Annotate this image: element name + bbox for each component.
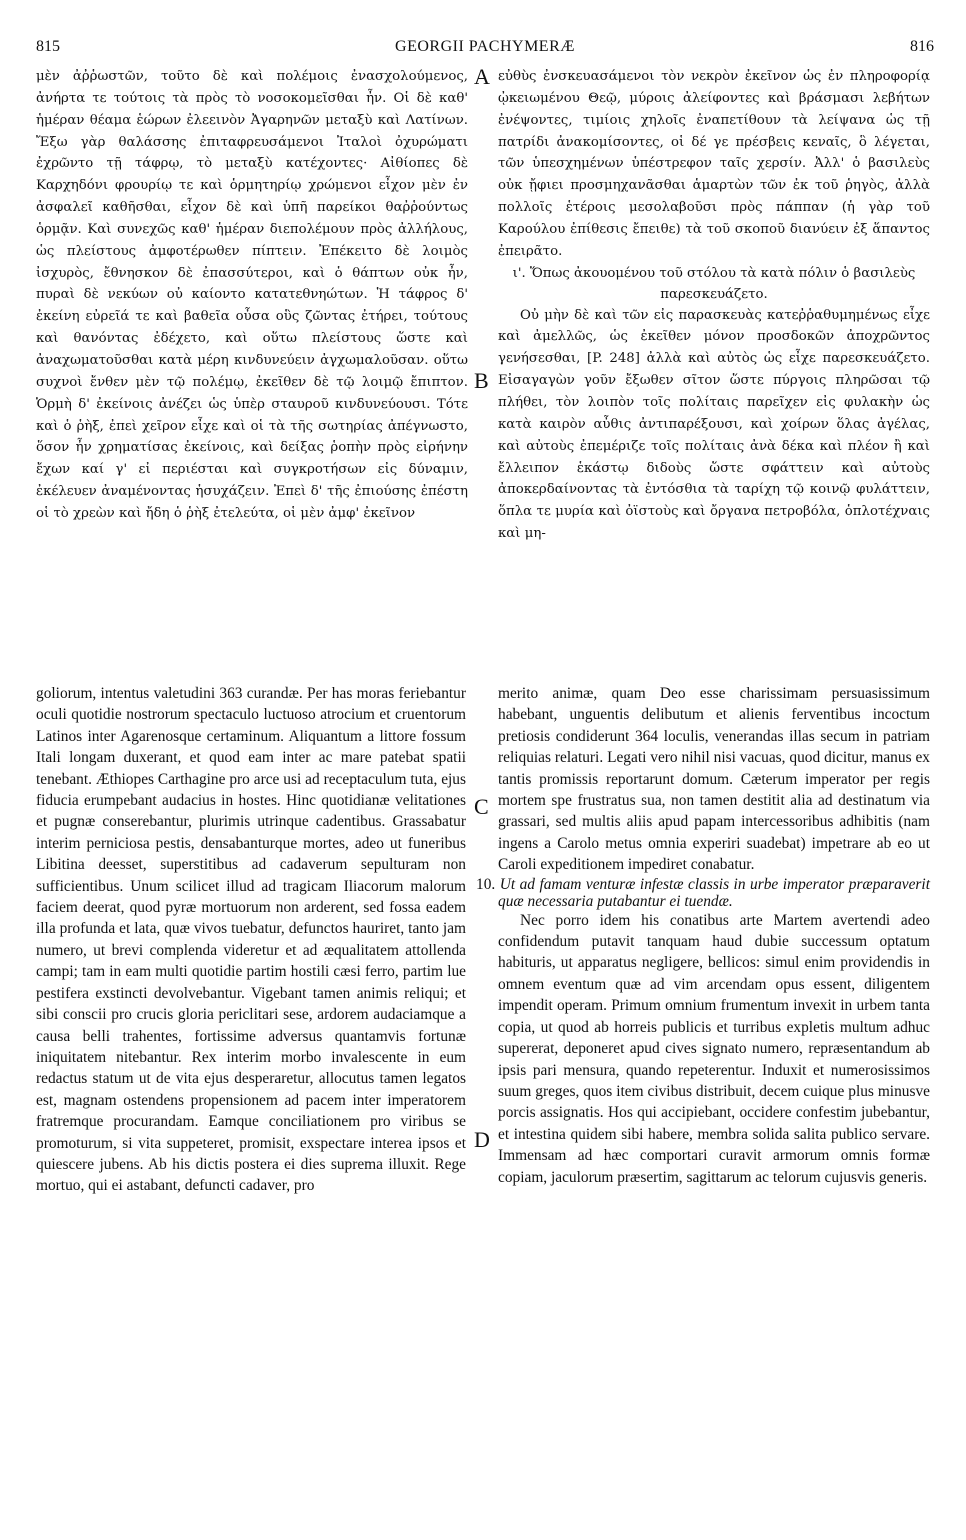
running-title: GEORGII PACHYMERÆ: [395, 38, 575, 55]
running-header: [36, 38, 934, 64]
greek-column-right: [498, 66, 930, 656]
latin-paragraph: Nec porro idem his conatibus arte Martem avertendi adeo confidendum putavit tanquam haud dubie successum optatum habituris, ut apparatus negligere, bellicos: simul enim providendis in omnem eventum quæ ad vim arcendam opus essent, diligentem impendit operam. Primum omnium frumentum invexit in urbem tanta copia, ut quod ab horreis publicis et turribus expletis multum adhuc supererat, deponeret apud cives signato numero, repræsentandum ab ipsis pari mensura, quando repeterentur. Induxit et numerosissimos suum greges, quos item civibus distribuit, decem cuique plus minusve porcis assignatis. Hos qui accipiebant, occidere confestim jubebantur, et intestina quidem sibi habere, membra solida salita publico servare. Immensam ad hæc comportari curavit armorum omnis formæ copiam, jaculorum præsertim, sagittarum ac telorum cujusvis generis.: [498, 911, 930, 1186]
latin-paragraph: goliorum, intentus valetudini 363 curandæ. Per has moras feriebantur oculi quotidie nostrorum spectaculo luctuoso atrocium et cruentorum Latinos inter Agarenosque certaminum. Aliquantum a littore fossum Itali longam duxerant, et quod eam inter ac mare patebat spatii tenebant. Æthiopes Carthagine pro arce usi ad receptaculum tuta, ejus fiducia erumpebant audacius in hostes. Hinc quotidianæ velitationes et pugnæ conserebantur, plurimis utrinque cadentibus. Grassabatur interim perniciosa pestis, densabanturque mortes, adeo ut funeribus Libitina deesset, superstitibus ad cadaverum sepulturam non sufficientibus. Unum scilicet illud ad tragicam Iliacorum malorum faciem deerat, quod pyræ mortuorum non arderent, sed fossa eadem illa profunda et lata, quæ vivos tuebatur, defunctos hauriret, tanto jam numero, ut brevi complenda videretur et ad æqualitatem attollenda campi; tam in eam multi quotidie partim hostili cæsi ferro, partim lue pestifera exstincti devolvebantur. Vigebant tamen animis reliqui; et sibi conscii pro crucis gloria periclitari sese, ardorem audaciamque a causa belli trahentes, fortissime adversus quantamvis fortunæ iniquitatem nitebantur. Rex interim morbo invalescente in eum redactus statum ut de vita ejus desperaretur, allocutus tamen legatos est, magnam ostendens propensionem ad pacem inter imperatorem fratremque procurandam. Eamque conciliationem pro viribus se promoturum, si vita suppeteret, promisit, exspectare interea ipsos et quiescere jubens. Ab his dictis postera ei dies suprema illuxit. Rege mortuo, qui ei astabant, defuncti cadaver, pro: [36, 685, 466, 1195]
chapter-number: 10.: [476, 875, 496, 893]
latin-paragraph: merito animæ, quam Deo esse charissimam persuasissimum habebant, unguentis delibutum et alienis ferventibus incoctum pretiosis condiderunt 364 loculis, venerandas illas secum in patriam reliquias relaturi. Legati vero nihil nisi vacuas, quod dicitur, manus ex tantis promissis reportarunt domum. Cæterum imperator per regis mortem spe frustratus sua, non tamen destitit alia ad destinatum via grassari, sed multis aliis apud papam intercessoribus adhibitis (nam ingens a Carolo metus omnia experiri suadebat) impetrare ab eo ut Caroli expeditionem impediret conabatur.: [498, 685, 930, 874]
left-page-number: 815: [36, 38, 60, 55]
latin-column-right: [476, 683, 930, 1513]
chapter-title: Ut ad famam venturæ infestæ classis in urbe imperator præparaverit quæ necessaria putabantur ei tuendæ.: [498, 875, 930, 910]
right-page-number: 816: [910, 38, 934, 55]
margin-marker-a: A: [474, 64, 490, 89]
margin-marker-c: C: [474, 794, 489, 819]
greek-column-left: [36, 66, 468, 552]
greek-paragraph: μὲν ἀῤῥωστῶν, τοῦτο δὲ καὶ πολέμοις ἐνασχολούμενος, ἀνήρτα τε τούτοις τὰ πρὸς τὸ νοσοκομεῖσθαι ἦν. Οἱ δὲ καθ' ἡμέραν θέαμα ἑώρων ἐλεεινὸν Ἀγαρηνῶν μεταξὺ καὶ Λατίνων. Ἔξω γὰρ θαλάσσης ἐπιταφρευσάμενοι Ἰταλοὶ ὀχυρώματι ἐχρῶντο τῇ τάφρῳ, τὸ μεταξὺ κατέχοντες· Αἰθίοπες δὲ Καρχηδόνι φρουρίῳ τε καὶ ὁρμητηρίῳ χρώμενοι εἶχον μὲν ἐν ἀσφαλεῖ καθῆσθαι, εἶχον δὲ καὶ ὑπῆ παρείκοι θαῤῥούντως ὁρμᾷν. Καὶ συνεχῶς καθ' ἡμέραν διεπολέμουν πρὸς ἀλλήλους, ὡς πλείστους ἀμφοτέρωθεν πίπτειν. Ἐπέκειτο δὲ λοιμὸς ἰσχυρὸς, ἔθνησκον δὲ ἐπασσύτεροι, καὶ ὁ θάπτων οὐκ ἦν, πυραὶ δὲ νεκύων οὐ καίοντο κατατεθνηώτων. Ἡ τάφρος δ' ἐκείνη εὐρεῖά τε καὶ βαθεῖα οὖσα οὓς ζῶντας ἐτήρει, τούτους καὶ θανόντας ἐδέχετο, καὶ οὕτω πλείστους ὥστε καὶ ἀναχωματοῦσθαι κατὰ μέρη κινδυνεύειν ἀγχωμαλοῦσαν. οὕτω συχνοὶ ἔνθεν μὲν τῷ πολέμῳ, ἐκεῖθεν δὲ τῷ λοιμῷ ἔπιπτον. Ὁρμὴ δ' ἐκείνοις ἀνέζει ὡς ὑπὲρ σταυροῦ κινδυνεύουσι. Τότε καὶ ὁ ῥὴξ, ἐπεὶ χεῖρον εἶχε καὶ οἱ τὰ τῆς σωτηρίας ἀπέγνωστο, ὅσον ἦν χρηματίσας ἐκείνοις, καὶ δείξας ῥοπὴν πρὸς εἰρήνην ἔχων καί γ' εἰ περιέσται καὶ συγκροτήσων εἰς δύναμιν, ἐκέλευεν ἀναμένοντας ἡσυχάζειν. Ἐπεὶ δ' τῆς ἐπιούσης ἐπέστη οἱ τὸ χρεὼν καὶ ἤδη ὁ ῥὴξ ἐτελεύτα, οἱ μὲν ἀμφ' ἐκεῖνον: [36, 69, 468, 521]
margin-marker-d: D: [474, 1127, 490, 1152]
latin-chapter-heading: [476, 875, 930, 910]
greek-paragraph: Οὐ μὴν δὲ καὶ τῶν εἰς παρασκευὰς κατεῤῥαθυμημένως εἶχε καὶ ἀμελλῶς, ὡς ἐκεῖθεν μόνον προσδοκῶν ἀποχρῶντος γενήσεσθαι, [P. 248] ἀλλὰ καὶ αὐτὸς ὡς εἶχε παρεσκευάζετο. Εἰσαγαγὼν γοῦν ἔξωθεν σῖτον ὥστε πύργοις πληρῶσαι τῷ πλήθει, τὸν λοιπὸν τοῖς πολίταις παρεῖχεν εἰς φυλακὴν ὡς κατὰ καιρὸν αὖθις ἀντιπαρέξουσι, καὶ χοίρων ὅλας ἀγέλας, καὶ αὐτοὺς ἐπεμέριζε τοῖς πολίταις ἀνὰ δέκα καὶ πλέον ἢ καὶ ἔλλειπον ἑκάστῳ διδοὺς ὥστε σφάττειν καὶ αὐτοὺς ἀποκερδαίνοντας τὰ ἐντόσθια τὰ ταρίχη τῷ κοινῷ φυλάττειν, ὅπλα τε μυρία καὶ ὀϊστοὺς καὶ ὄργανα πετροβόλα, ὁπλοτέχναις καὶ μη-: [498, 307, 930, 542]
margin-marker-b: B: [474, 368, 489, 393]
latin-column-left: [36, 683, 466, 1513]
greek-paragraph: εὐθὺς ἐνσκευασάμενοι τὸν νεκρὸν ἐκεῖνον ὡς ἐν πληροφορίᾳ ᾠκειωμένου Θεῷ, μύροις ἀλείφοντες καὶ βράσμασι λεβήτων ἐνέψοντες, τιμίοις χηλοῖς ἐναπετίθουν τὰ λείψανα ὡς τῇ πατρίδι ἀνακομίσοντες, οἱ δέ γε πρέσβεις κεναῖς, ὃ λέγεται, τῶν ὑπεσχημένων ὑπέστρεφον ταῖς χερσίν. Ἀλλ' ὁ βασιλεὺς οὐκ ᾔφιει προσμηχανᾶσθαι ἁμαρτὼν τῶν ἐκ τοῦ ῥηγὸς, ἀλλὰ πολλοῖς ἑτέροις μεσολαβοῦσι πρὸς πάππαν (ἡ γὰρ τοῦ Καρούλου ἐπίθεσις ἔπειθε) τὰ τοῦ σκοποῦ διανύειν ἐξ ἅπαντος ἐπειρᾶτο.: [498, 69, 930, 259]
greek-chapter-heading: ι'. Ὅπως ἀκουομένου τοῦ στόλου τὰ κατὰ πόλιν ὁ βασιλεὺς παρεσκευάζετο.: [512, 265, 916, 302]
